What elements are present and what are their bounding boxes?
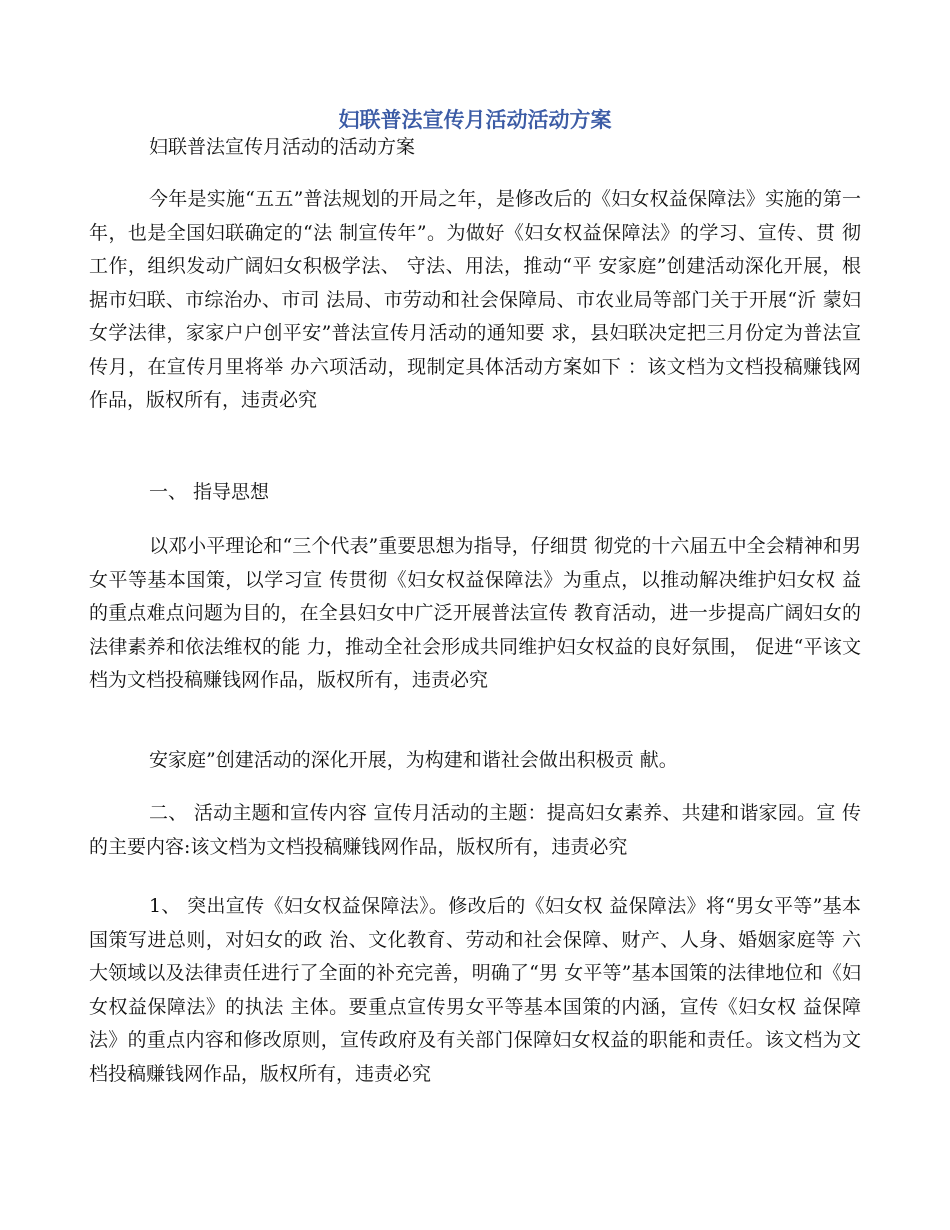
- guiding-ideology-continuation: 安家庭”创建活动的深化开展，为构建和谐社会做出积极贡 献。: [149, 749, 678, 771]
- intro-paragraph: 今年是实施“五五”普法规划的开局之年，是修改后的《妇女权益保障法》实施的第一年，也是全国妇联确定的“法 制宣传年”。为做好《妇女权益保障法》的学习、宣传、贯 彻工作，组织发动广阔妇女积极学法、 守法、用法，推动“平 安家庭”创建活动深化开展，根据市妇联、市综治办、市司 法局、市劳动和社会保障局、市农业局等部门关于开展“沂 蒙妇女学法律，家家户户创平安”普法宣传月活动的通知要 求，县妇联决定把三月份定为普法宣传月，在宣传月里将举 办六项活动，现制定具体活动方案如下 ：该文档为文档投稿赚钱网作品，版权所有，违责必究: [89, 188, 861, 411]
- section-heading-guiding-ideology: 一、 指导思想: [149, 481, 270, 503]
- guiding-ideology-paragraph: 以邓小平理论和“三个代表”重要思想为指导，仔细贯 彻党的十六届五中全会精神和男女平等基本国策，以学习宣 传贯彻《妇女权益保障法》为重点，以推动解决维护妇女权 益的重点难点问题为目的，在全县妇女中广泛开展普法宣传 教育活动，进一步提高广阔妇女的法律素养和依法维权的能 力，推动全社会形成共同维护妇女权益的良好氛围， 促进“平该文档为文档投稿赚钱网作品，版权所有，违责必究: [89, 535, 861, 691]
- document-title: 妇联普法宣传月活动活动方案: [338, 107, 612, 132]
- section-theme-content: 二、 活动主题和宣传内容 宣传月活动的主题：提高妇女素养、共建和谐家园。宣 传的主要内容:该文档为文档投稿赚钱网作品，版权所有，违责必究: [89, 802, 861, 858]
- item-1-paragraph: 1、 突出宣传《妇女权益保障法》。修改后的《妇女权 益保障法》将“男女平等”基本国策写进总则，对妇女的政 治、文化教育、劳动和社会保障、财产、人身、婚姻家庭等 六大领域以及法律责任进行了全面的补充完善，明确了“男 女平等”基本国策的法律地位和《妇女权益保障法》的执法 主体。要重点宣传男女平等基本国策的内涵，宣传《妇女权 益保障法》的重点内容和修改原则，宣传政府及有关部门保障妇女权益的职能和责任。该文档为文档投稿赚钱网作品，版权所有，违责必究: [89, 895, 861, 1085]
- document-subtitle: 妇联普法宣传月活动的活动方案: [149, 136, 416, 158]
